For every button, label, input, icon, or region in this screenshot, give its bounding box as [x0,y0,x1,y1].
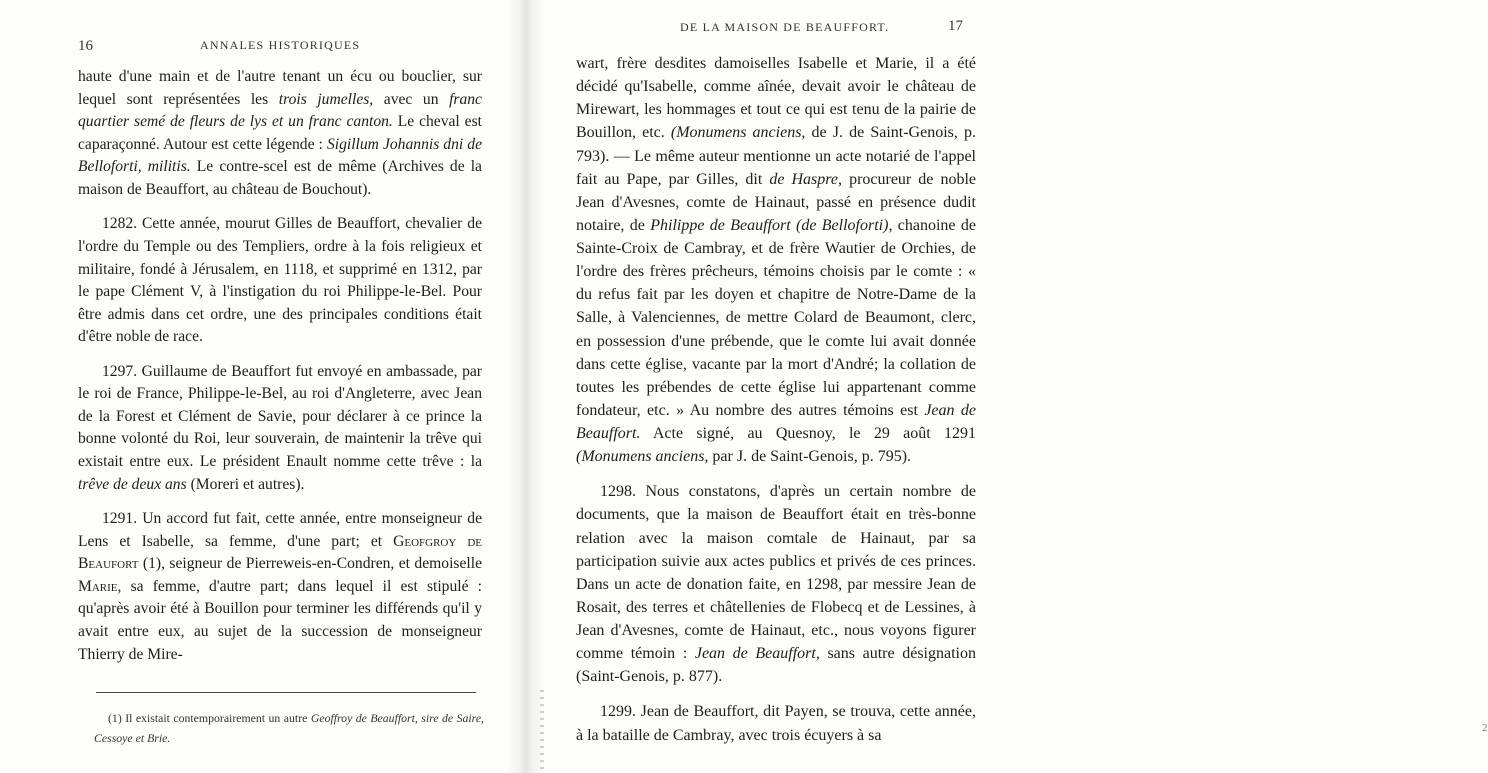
text-run: chanoine de Sainte-Croix de Cambray, et de frère Wautier de Orchies, de l'ordre des frères prêcheurs, témoins choisis par le comte : « du refus fait par les doyen et chapitre de Notre-Dame de la Salle, à Valenciennes, de mettre Colard de Beaumont, clerc, en possession d'une prébende, que le comte lui avait donnée dans cette église, vacante par la mort d'André; la collation de toutes les prébendes de cette église lui appartenant comme fondateur, etc. » Au nombre des autres témoins est [576,216,976,419]
left-page-number: 16 [78,38,93,54]
text-run-italic: (Monumens anciens, [670,124,806,142]
text-run: haute d'une main et de l'autre tenant un écu ou bouclier, sur lequel sont représentées les [78,68,482,108]
text-run: Le contre-scel est de même (Archives de la maison de Beauffort, au château de Bouchout). [78,158,482,198]
text-run: par J. de Saint-Genois, p. 795). [708,448,912,466]
text-run: (Moreri et autres). [186,475,305,493]
right-body-text [576,52,976,759]
paragraph-1298 [576,480,976,688]
left-body-text [78,66,482,678]
footnote [94,708,484,748]
text-run-italic: Sigillum Johannis dni de Belloforti, militis. [78,135,482,176]
text-run-italic: franc quartier semé de fleurs de lys et un franc canton. [78,90,482,131]
text-run-italic: Jean de Beauffort. [576,401,977,442]
text-run: wart, frère desdites damoiselles Isabelle et Marie, il a été décidé qu'Isabelle, comme aînée, devait avoir le château de Mirewart, les hommages et tout ce qui est tenu de la pairie de Bouillon, etc. [576,55,976,142]
text-run: , sa femme, d'autre part; dans lequel il est stipulé : qu'après avoir été à Bouillon pour terminer les différends qu'il y avait entre eux, au sujet de la succession de monseigneur Thierry de Mire- [78,577,482,663]
text-run: 1298. Nous constatons, d'après un certain nombre de documents, que la maison de Beauffort était en très-bonne relation avec la maison comtale de Hainaut, par sa participation suivie aux actes publics et privés de ces princes. Dans un acte de donation faite, en 1298, par messire Jean de Rosait, des terres et châtellenies de Flobecq et de Lessines, à Jean d'Avesnes, comte de Hainaut, etc., nous voyons figurer comme témoin : [576,483,976,663]
text-run-smallcaps: Marie [78,577,118,595]
paragraph [576,52,976,468]
left-running-head: ANNALES HISTORIQUES [200,38,361,52]
text-run: avec un [373,90,450,108]
text-run: (1), seigneur de Pierreweis-en-Condren, et demoiselle [138,555,482,573]
text-run: 1282. Cette année, mourut Gilles de Beauffort, chevalier de l'ordre du Temple ou des Templiers, ordre à la fois religieux et militaire, fondé à Jérusalem, en 1118, et supprimé en 1312, par le pape Clément V, à l'instigation du roi Philippe-le-Bel. Pour être admis dans cet ordre, une des principales conditions était d'être noble de race. [78,215,482,346]
paragraph-1282 [78,213,482,348]
text-run: Le cheval est caparaçonné. Autour est cette légende : [78,113,482,153]
footnote-rule [96,692,476,693]
text-run-italic: Jean de Beauffort, [694,645,820,663]
text-run: procureur de noble Jean d'Avesnes, comte de Hainaut, passé en présence dudit notaire, de [576,170,976,234]
text-run-italic: trêve de deux ans [78,475,187,493]
text-run: sans autre désignation (Saint-Genois, p. 877). [576,645,976,686]
text-run-italic: trois jumelles, [278,90,374,108]
text-run-italic: Philippe de Beauffort (de Belloforti), [650,216,893,234]
right-page-number: 17 [948,18,963,34]
text-run: de J. de Saint-Genois, p. 793). — Le même auteur mentionne un acte notarié de l'appel fait au Pape, par Gilles, dit [576,124,976,188]
text-run-italic: (Monumens anciens, [576,448,709,466]
text-run: 1299. Jean de Beauffort, dit Payen, se trouva, cette année, à la bataille de Cambray, avec trois écuyers à sa [576,703,976,744]
left-page [0,0,512,773]
text-run: 1297. Guillaume de Beauffort fut envoyé en ambassade, par le roi de France, Philippe-le-Bel, au roi d'Angleterre, avec Jean de la Forest et Clément de Savie, pour déclarer à ce prince la bonne volonté du Roi, leur souverain, de maintenir la trêve qui existait entre eux. Le président Enault nomme cette trêve : la [78,362,482,470]
text-run: Acte signé, au Quesnoy, le 29 août 1291 [640,425,976,442]
footnote-run-italic: sire de Saire, Cessoye et Brie. [94,711,485,745]
footnote-run-italic: Geoffroy de Beauffort, [310,711,418,725]
text-run: 1291. Un accord fut fait, cette année, entre monseigneur de Lens et Isabelle, sa femme, d'une part; et [78,510,482,550]
text-run-smallcaps: Geofgroy de Beaufort [78,532,482,573]
right-page [512,0,1488,773]
paragraph [78,66,482,201]
paragraph-1291 [78,508,482,666]
text-run-italic: de Haspre, [769,170,843,188]
paragraph-1297 [78,361,482,496]
signature-mark: 2 [1482,722,1488,734]
footnote-run: (1) Il existait contemporairement un autre [108,711,311,725]
right-running-head: DE LA MAISON DE BEAUFFORT. [680,20,890,34]
paragraph-1299 [576,700,976,746]
